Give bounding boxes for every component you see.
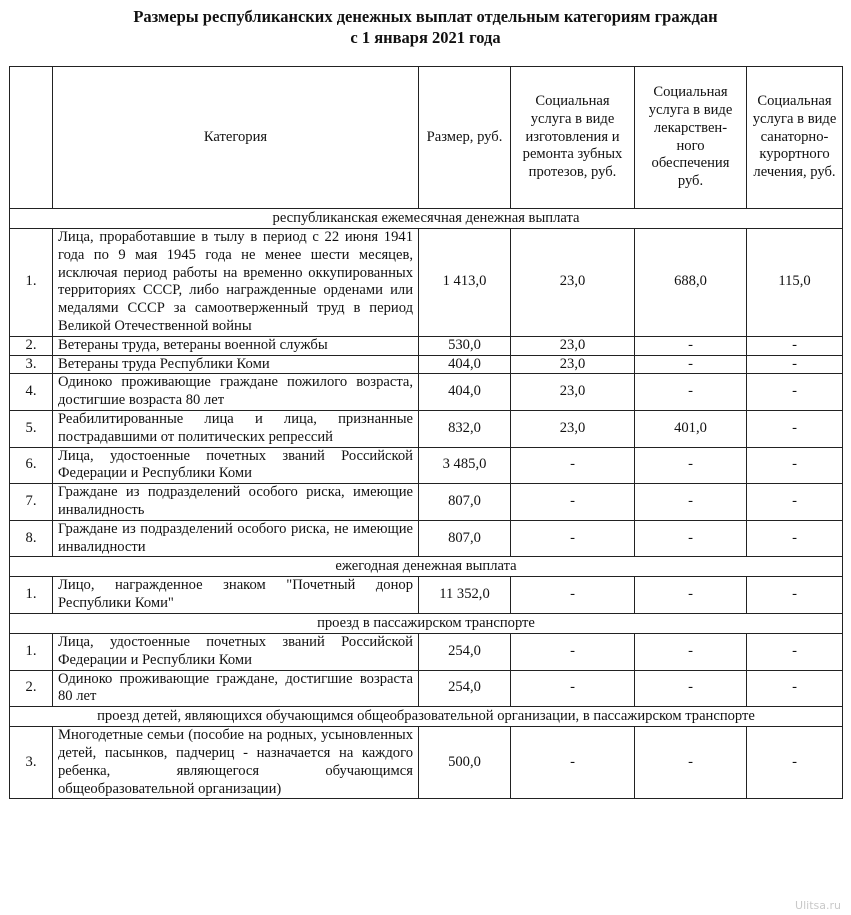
table-row xyxy=(10,447,843,484)
cell-sanatorium: 115,0 xyxy=(747,229,843,337)
cell-category: Лица, удостоенные почетных званий Российской Федерации и Республики Коми xyxy=(53,633,419,670)
cell-num: 5. xyxy=(10,410,53,447)
cell-num: 3. xyxy=(10,727,53,799)
cell-amount: 404,0 xyxy=(419,374,511,411)
cell-medicine: - xyxy=(635,374,747,411)
cell-medicine: - xyxy=(635,727,747,799)
cell-dental: - xyxy=(511,520,635,557)
cell-category: Реабилитированные лица и лица, признанные пострадавшими от политических репрессий xyxy=(53,410,419,447)
payments-table xyxy=(9,66,843,799)
cell-category: Одиноко проживающие граждане пожилого возраста, достигшие возраста 80 лет xyxy=(53,374,419,411)
cell-medicine: 688,0 xyxy=(635,229,747,337)
section-title: проезд детей, являющихся обучающимся общеобразовательной организации, в пассажирском транспорте xyxy=(10,707,843,727)
cell-amount: 1 413,0 xyxy=(419,229,511,337)
cell-dental: - xyxy=(511,447,635,484)
header-medicine: Социальная услуга в виде лекарствен-ного обеспечения руб. xyxy=(635,67,747,209)
cell-amount: 254,0 xyxy=(419,633,511,670)
cell-dental: 23,0 xyxy=(511,374,635,411)
cell-num: 1. xyxy=(10,577,53,614)
cell-sanatorium: - xyxy=(747,355,843,374)
cell-num: 8. xyxy=(10,520,53,557)
header-row xyxy=(10,67,843,209)
cell-num: 7. xyxy=(10,484,53,521)
cell-amount: 3 485,0 xyxy=(419,447,511,484)
table-row xyxy=(10,355,843,374)
cell-category: Ветераны труда, ветераны военной службы xyxy=(53,336,419,355)
cell-medicine: - xyxy=(635,484,747,521)
cell-amount: 807,0 xyxy=(419,520,511,557)
cell-medicine: - xyxy=(635,577,747,614)
table-row xyxy=(10,410,843,447)
cell-medicine: - xyxy=(635,670,747,707)
table-row xyxy=(10,520,843,557)
title-line-2: с 1 января 2021 года xyxy=(350,28,501,47)
cell-dental: 23,0 xyxy=(511,336,635,355)
cell-amount: 807,0 xyxy=(419,484,511,521)
header-num xyxy=(10,67,53,209)
cell-category: Одиноко проживающие граждане, достигшие возраста 80 лет xyxy=(53,670,419,707)
cell-dental: - xyxy=(511,633,635,670)
cell-category: Лица, проработавшие в тылу в период с 22 июня 1941 года по 9 мая 1945 года не менее шести месяцев, исключая период работы на временно оккупированных территориях СССР, либо награжденные орденами или медалями СССР за самоотверженный труд в период Великой Отечественной войны xyxy=(53,229,419,337)
table-row xyxy=(10,229,843,337)
table-row xyxy=(10,670,843,707)
header-category: Категория xyxy=(53,67,419,209)
section-row xyxy=(10,707,843,727)
title-line-1: Размеры республиканских денежных выплат отдельным категориям граждан xyxy=(133,7,718,26)
cell-num: 2. xyxy=(10,336,53,355)
cell-sanatorium: - xyxy=(747,520,843,557)
cell-sanatorium: - xyxy=(747,374,843,411)
cell-sanatorium: - xyxy=(747,484,843,521)
table-row xyxy=(10,577,843,614)
table-row xyxy=(10,633,843,670)
cell-num: 1. xyxy=(10,633,53,670)
table-row xyxy=(10,336,843,355)
cell-category: Лица, удостоенные почетных званий Российской Федерации и Республики Коми xyxy=(53,447,419,484)
cell-medicine: - xyxy=(635,447,747,484)
section-row xyxy=(10,613,843,633)
section-row xyxy=(10,209,843,229)
cell-medicine: 401,0 xyxy=(635,410,747,447)
cell-dental: - xyxy=(511,727,635,799)
section-title: республиканская ежемесячная денежная выплата xyxy=(10,209,843,229)
cell-sanatorium: - xyxy=(747,447,843,484)
cell-num: 2. xyxy=(10,670,53,707)
cell-medicine: - xyxy=(635,355,747,374)
header-dental: Социальная услуга в виде изготовления и ремонта зубных протезов, руб. xyxy=(511,67,635,209)
cell-sanatorium: - xyxy=(747,633,843,670)
cell-dental: - xyxy=(511,484,635,521)
cell-medicine: - xyxy=(635,520,747,557)
cell-category: Граждане из подразделений особого риска, имеющие инвалидность xyxy=(53,484,419,521)
cell-num: 6. xyxy=(10,447,53,484)
cell-num: 4. xyxy=(10,374,53,411)
cell-sanatorium: - xyxy=(747,670,843,707)
cell-amount: 500,0 xyxy=(419,727,511,799)
cell-amount: 254,0 xyxy=(419,670,511,707)
cell-dental: - xyxy=(511,577,635,614)
cell-dental: 23,0 xyxy=(511,229,635,337)
cell-category: Ветераны труда Республики Коми xyxy=(53,355,419,374)
document-title xyxy=(0,6,851,48)
cell-amount: 404,0 xyxy=(419,355,511,374)
cell-medicine: - xyxy=(635,633,747,670)
cell-category: Граждане из подразделений особого риска, не имеющие инвалидности xyxy=(53,520,419,557)
cell-num: 3. xyxy=(10,355,53,374)
cell-sanatorium: - xyxy=(747,336,843,355)
cell-amount: 11 352,0 xyxy=(419,577,511,614)
section-row xyxy=(10,557,843,577)
header-amount: Размер, руб. xyxy=(419,67,511,209)
table-row xyxy=(10,484,843,521)
table-row xyxy=(10,374,843,411)
section-title: проезд в пассажирском транспорте xyxy=(10,613,843,633)
cell-amount: 530,0 xyxy=(419,336,511,355)
section-title: ежегодная денежная выплата xyxy=(10,557,843,577)
cell-category: Многодетные семьи (пособие на родных, усыновленных детей, пасынков, падчериц - назначается на каждого ребенка, являющегося обучающимся общеобразовательной организации) xyxy=(53,727,419,799)
cell-dental: 23,0 xyxy=(511,410,635,447)
cell-medicine: - xyxy=(635,336,747,355)
cell-sanatorium: - xyxy=(747,577,843,614)
cell-category: Лицо, награжденное знаком "Почетный донор Республики Коми" xyxy=(53,577,419,614)
cell-amount: 832,0 xyxy=(419,410,511,447)
watermark: Ulitsa.ru xyxy=(795,899,841,912)
cell-dental: 23,0 xyxy=(511,355,635,374)
cell-sanatorium: - xyxy=(747,727,843,799)
table-row xyxy=(10,727,843,799)
header-sanatorium: Социальная услуга в виде санаторно-курортного лечения, руб. xyxy=(747,67,843,209)
cell-sanatorium: - xyxy=(747,410,843,447)
cell-num: 1. xyxy=(10,229,53,337)
cell-dental: - xyxy=(511,670,635,707)
